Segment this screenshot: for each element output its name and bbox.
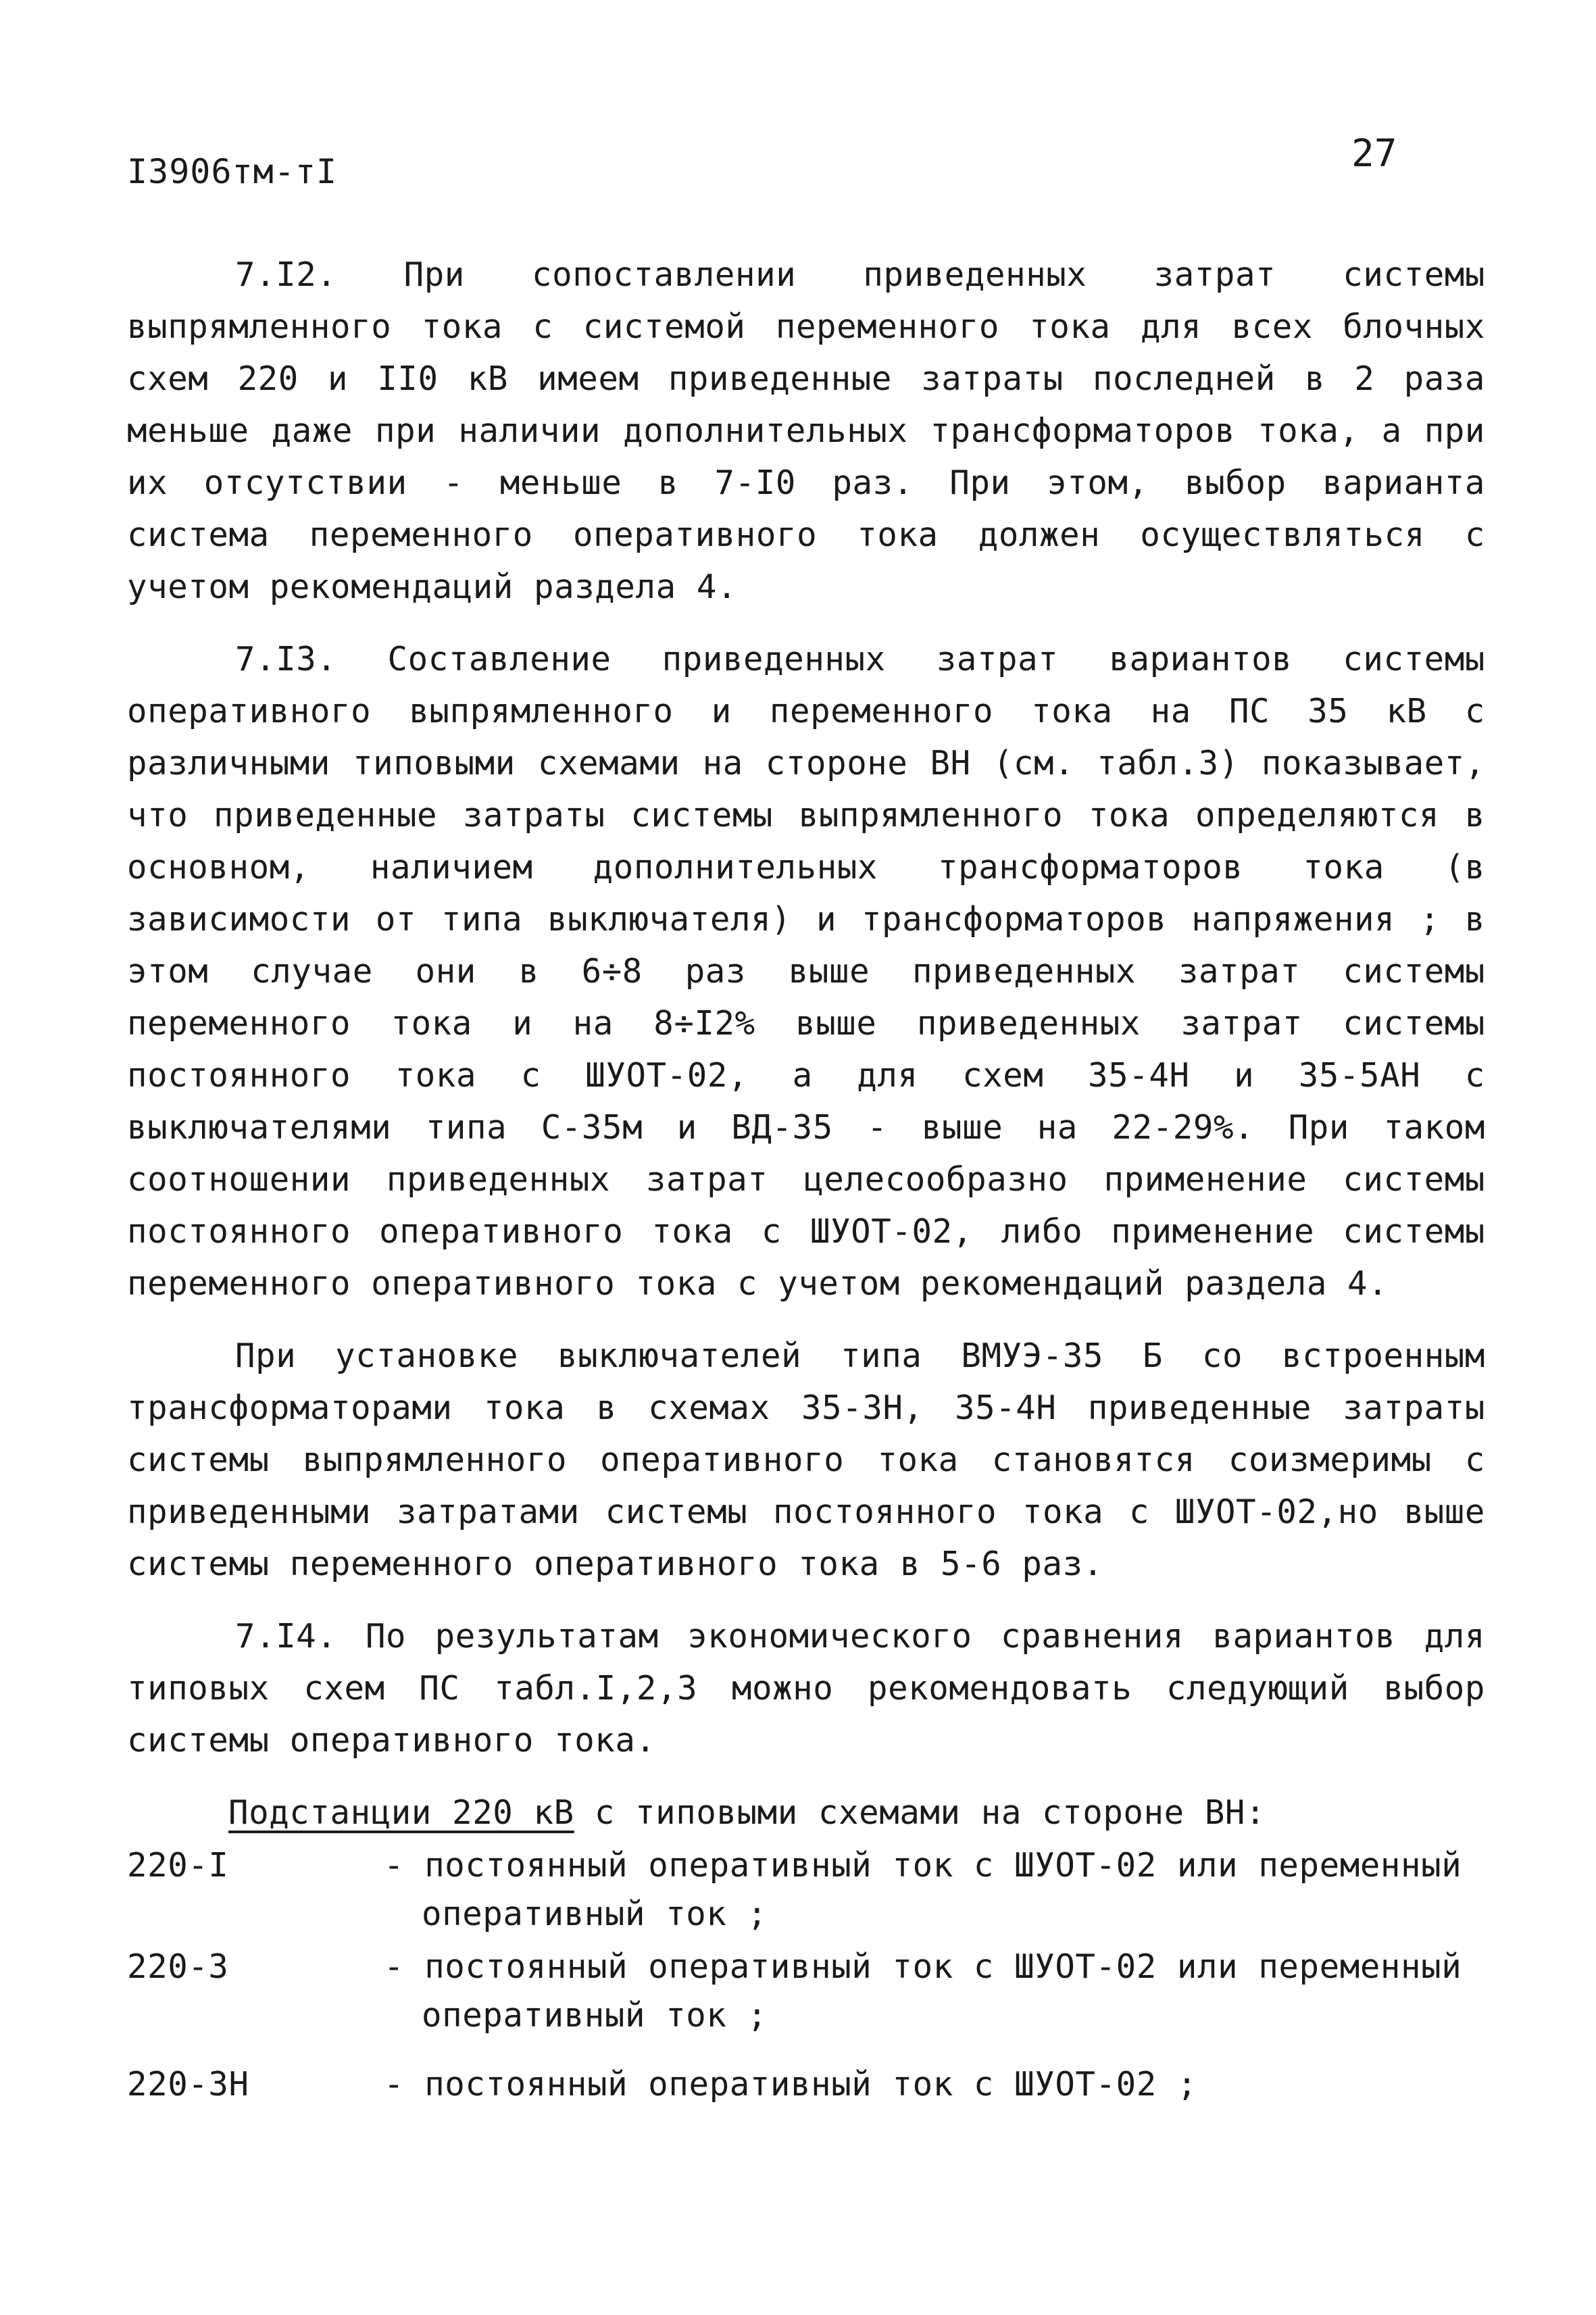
- page-number: 27: [1351, 132, 1397, 176]
- section-heading-underlined: Подстанции 220 кВ: [228, 1793, 574, 1832]
- section-heading: [127, 1787, 1485, 1839]
- paragraph-vmue-35: При установке выключателей типа ВМУЭ-35 Б со встроенным трансформаторами тока в схемах 35-3Н, 35-4Н приведенные затраты системы выпрямленного оперативного тока становятся соизмеримы с приведенными затратами системы постоянного тока с ШУОТ-02,но выше системы переменного оперативного тока в 5-6 раз.: [127, 1337, 1485, 1583]
- document-body: [127, 249, 1485, 2113]
- paragraph-7-14: 7.I4. По результатам экономического сравнения вариантов для типовых схем ПС табл.I,2,3 можно рекомендовать следующий выбор системы оперативного тока.: [127, 1617, 1485, 1760]
- list-item: [127, 2060, 1485, 2109]
- scheme-recommendation: - постоянный оперативный ток с ШУОТ-02 ;: [384, 2065, 1198, 2104]
- paragraph-7-13: 7.I3. Составление приведенных затрат вариантов системы оперативного выпрямленного и переменного тока на ПС 35 кВ с различными типовыми схемами на стороне ВН (см. табл.3) показывает, что приведенные затраты системы выпрямленного тока определяются в основном, наличием дополнительных трансформаторов тока (в зависимости от типа выключателя) и трансформаторов напряжения ; в этом случае они в 6÷8 раз выше приведенных затрат системы переменного тока и на 8÷I2% выше приведенных затрат системы постоянного тока с ШУОТ-02, а для схем 35-4Н и 35-5АН с выключателями типа С-35м и ВД-35 - выше на 22-29%. При таком соотношении приведенных затрат целесообразно применение системы постоянного оперативного тока с ШУОТ-02, либо применение системы переменного оперативного тока с учетом рекомендаций раздела 4.: [127, 640, 1485, 1303]
- paragraph-7-12: 7.I2. При сопоставлении приведенных затрат системы выпрямленного тока с системой переменного тока для всех блочных схем 220 и II0 кВ имеем приведенные затраты последней в 2 раза меньше даже при наличии дополнительных трансформаторов тока, а при их отсутствии - меньше в 7-I0 раз. При этом, выбор варианта система переменного оперативного тока должен осуществляться с учетом рекомендаций раздела 4.: [127, 255, 1485, 606]
- scheme-list: [127, 1841, 1485, 2109]
- section-heading-rest: с типовыми схемами на стороне ВН:: [574, 1793, 1266, 1832]
- scheme-recommendation: - постоянный оперативный ток с ШУОТ-02 или переменный оперативный ток ;: [384, 1846, 1462, 1933]
- list-item: [127, 1841, 1485, 1939]
- scheme-recommendation: - постоянный оперативный ток с ШУОТ-02 или переменный оперативный ток ;: [384, 1947, 1462, 2035]
- scheme-code: 220-3: [127, 1947, 229, 1986]
- scheme-code: 220-I: [127, 1846, 229, 1885]
- document-code: I3906тм-тI: [127, 152, 338, 191]
- scheme-code: 220-3Н: [127, 2065, 249, 2104]
- list-item: [127, 1943, 1485, 2040]
